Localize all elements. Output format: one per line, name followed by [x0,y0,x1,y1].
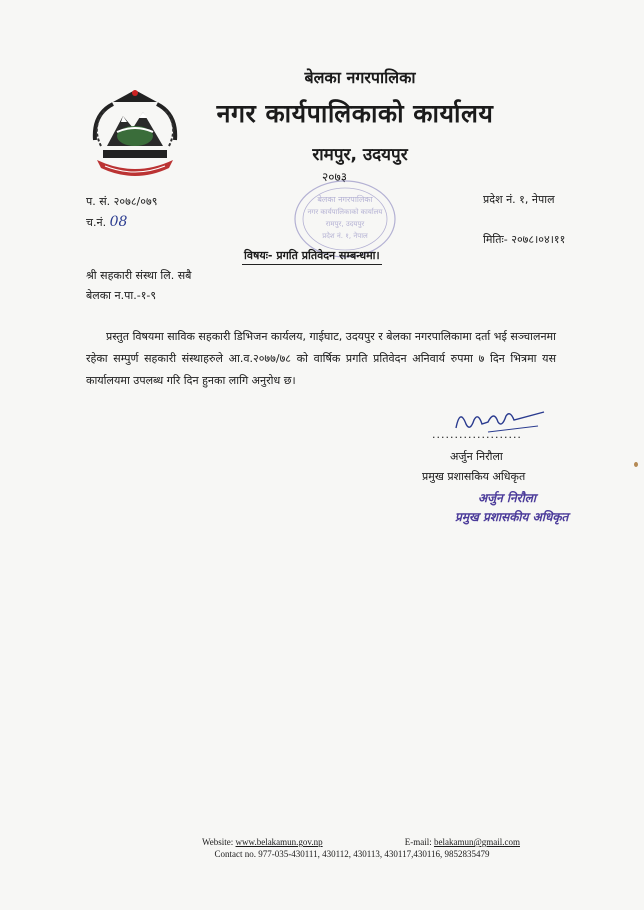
reference-numbers [86,192,157,233]
office-name: नगर कार्यपालिकाको कार्यालय [216,99,494,128]
letter-body [86,326,556,392]
addressee-line-2: बेलका न.पा.-१-९ [86,289,157,302]
stamp-signatory-title: प्रमुख प्रशासकीय अधिकृत [455,510,569,524]
email-label: E-mail: [404,837,432,847]
website-block [202,836,323,848]
established-year: २०७३ [322,170,347,184]
signatory-name: अर्जुन निरौला [450,450,503,463]
letter-subject: विषयः- प्रगति प्रतिवेदन सम्बन्धमा। [242,248,382,265]
dispatch-number-value: 08 [109,214,128,230]
stamp-signatory-name: अर्जुन निरौला [478,491,536,505]
svg-text:बेलका नगरपालिका: बेलका नगरपालिका [317,195,373,204]
website-link[interactable]: www.belakamun.gov.np [235,837,323,847]
nepal-emblem-logo [83,86,187,182]
paper-speck [634,462,638,467]
svg-text:प्रदेश नं. १, नेपाल: प्रदेश नं. १, नेपाल [322,232,368,240]
addressee-block [86,266,191,306]
website-label: Website: [202,837,234,847]
letter-reference-number: प. सं. २०७८/०७९ [86,195,158,208]
letter-body-text: प्रस्तुत विषयमा साविक सहकारी डिभिजन कार्यलय, गाईघाट, उदयपुर र बेलका नगरपालिकामा दर्ता भई सञ्चालनमा रहेका सम्पुर्ण सहकारी संस्थाहरुले आ.व.२०७७/७८ को वार्षिक प्रगति प्रतिवेदन अनिवार्य रुपमा ७ दिन भित्रमा यस कार्यालयमा उपलब्ध गरि दिन हुनका लागि अनुरोध छ। [86,330,556,387]
contact-numbers: Contact no. 977-035-430111, 430112, 430113, 430117,430116, 9852835479 [214,849,490,859]
dispatch-number-label: च.नं. [86,216,107,229]
email-block [405,836,520,848]
addressee-line-1: श्री सहकारी संस्था लि. सबै [86,269,192,282]
office-address: रामपुर, उदयपुर [312,145,408,165]
letter-date: मितिः- २०७८।०४।११ [483,233,566,246]
svg-text:रामपुर, उदयपुर: रामपुर, उदयपुर [325,220,365,228]
dispatch-number [86,212,157,233]
province-text: प्रदेश नं. १, नेपाल [483,193,555,206]
email-link[interactable]: belakamun@gmail.com [433,837,520,847]
municipality-name: बेलका नगरपालिका [304,68,416,87]
svg-text:नगर कार्यपालिकाको कार्यालय: नगर कार्यपालिकाको कार्यालय [307,208,383,216]
letter-footer [150,836,530,860]
signature-line: .................... [432,428,522,441]
signatory-title: प्रमुख प्रशासकिय अधिकृत [422,470,526,483]
